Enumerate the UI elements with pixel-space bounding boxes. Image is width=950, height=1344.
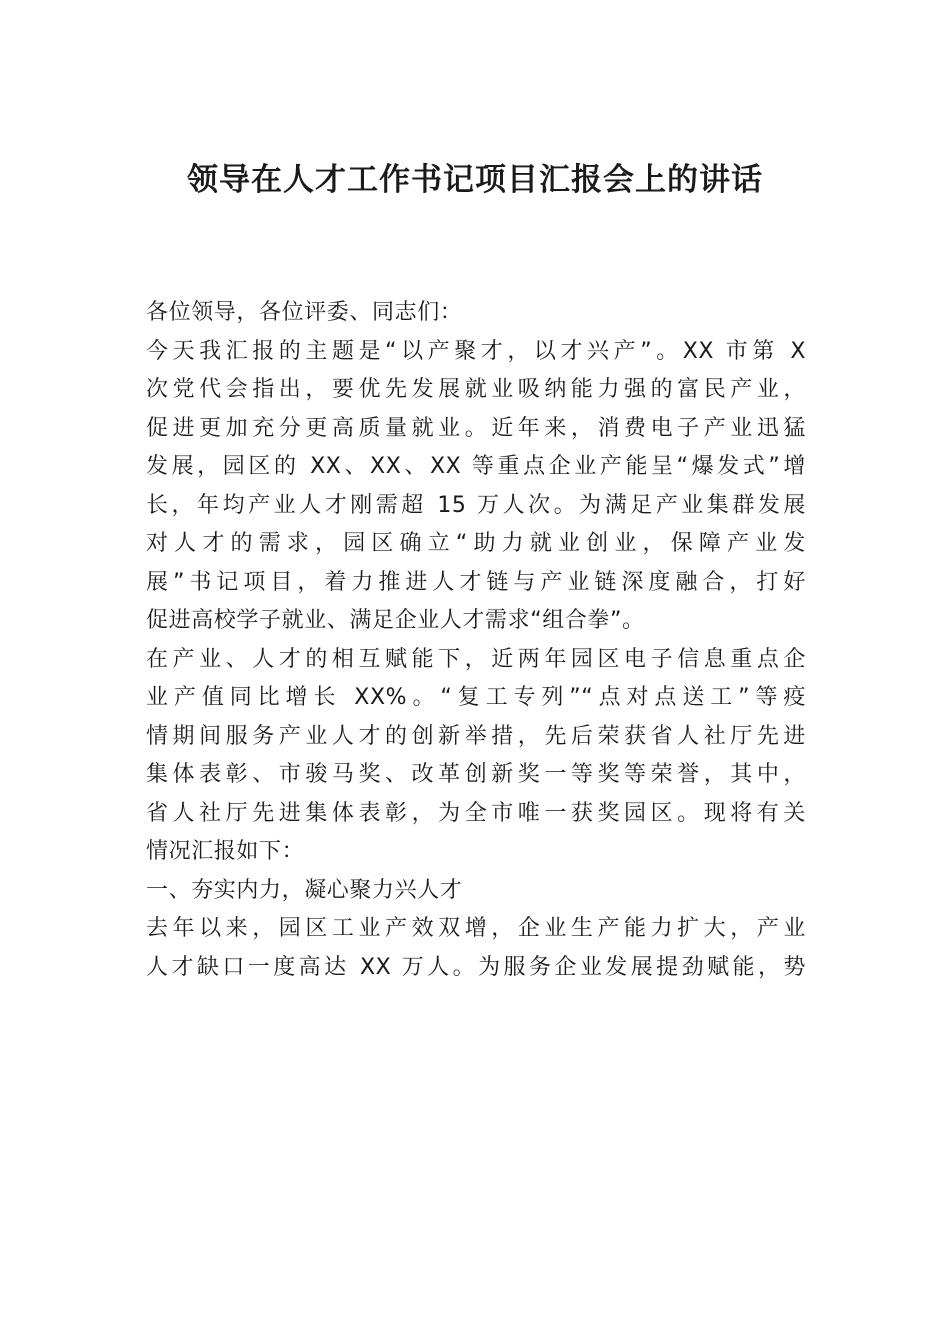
paragraph-line: 促进高校学子就业、满足企业人才需求“组合拳”。 (146, 608, 645, 633)
paragraph-line: 集体表彰、市骏马奖、改革创新奖一等奖等荣誉，其中， (146, 762, 806, 787)
paragraph-line: 促进更加充分更高质量就业。近年来，消费电子产业迅猛 (146, 415, 806, 441)
paragraph-line: 业产值同比增长 XX%。“复工专列”“点对点送工”等疫 (146, 685, 806, 710)
paragraph-line: 省人社厅先进集体表彰，为全市唯一获奖园区。现将有关 (146, 800, 806, 826)
paragraph-line: 长，年均产业人才刚需超 15 万人次。为满足产业集群发展 (146, 492, 806, 518)
salutation-line: 各位领导，各位评委、同志们： (146, 300, 463, 325)
section-heading: 一、夯实内力，凝心聚力兴人才 (146, 877, 463, 903)
paragraph-line: 发展，园区的 XX、XX、XX 等重点企业产能呈“爆发式”增 (146, 454, 806, 479)
paragraph-line: 情况汇报如下： (146, 839, 305, 864)
document-body (146, 294, 806, 987)
paragraph-line: 在产业、人才的相互赋能下，近两年园区电子信息重点企 (146, 646, 806, 672)
document-title: 领导在人才工作书记项目汇报会上的讲话 (187, 162, 763, 198)
paragraph-line: 人才缺口一度高达 XX 万人。为服务企业发展提劲赋能，势 (146, 954, 806, 980)
paragraph-line: 展”书记项目，着力推进人才链与产业链深度融合，打好 (146, 569, 806, 595)
paragraph-line: 今天我汇报的主题是“以产聚才，以才兴产”。XX 市第 X (146, 338, 806, 364)
paragraph-line: 情期间服务产业人才的创新举措，先后荣获省人社厅先进 (146, 723, 806, 749)
paragraph-line: 对人才的需求，园区确立“助力就业创业，保障产业发 (146, 531, 806, 556)
paragraph-line: 去年以来，园区工业产效双增，企业生产能力扩大，产业 (146, 916, 806, 941)
paragraph-line: 次党代会指出，要优先发展就业吸纳能力强的富民产业， (146, 377, 806, 402)
